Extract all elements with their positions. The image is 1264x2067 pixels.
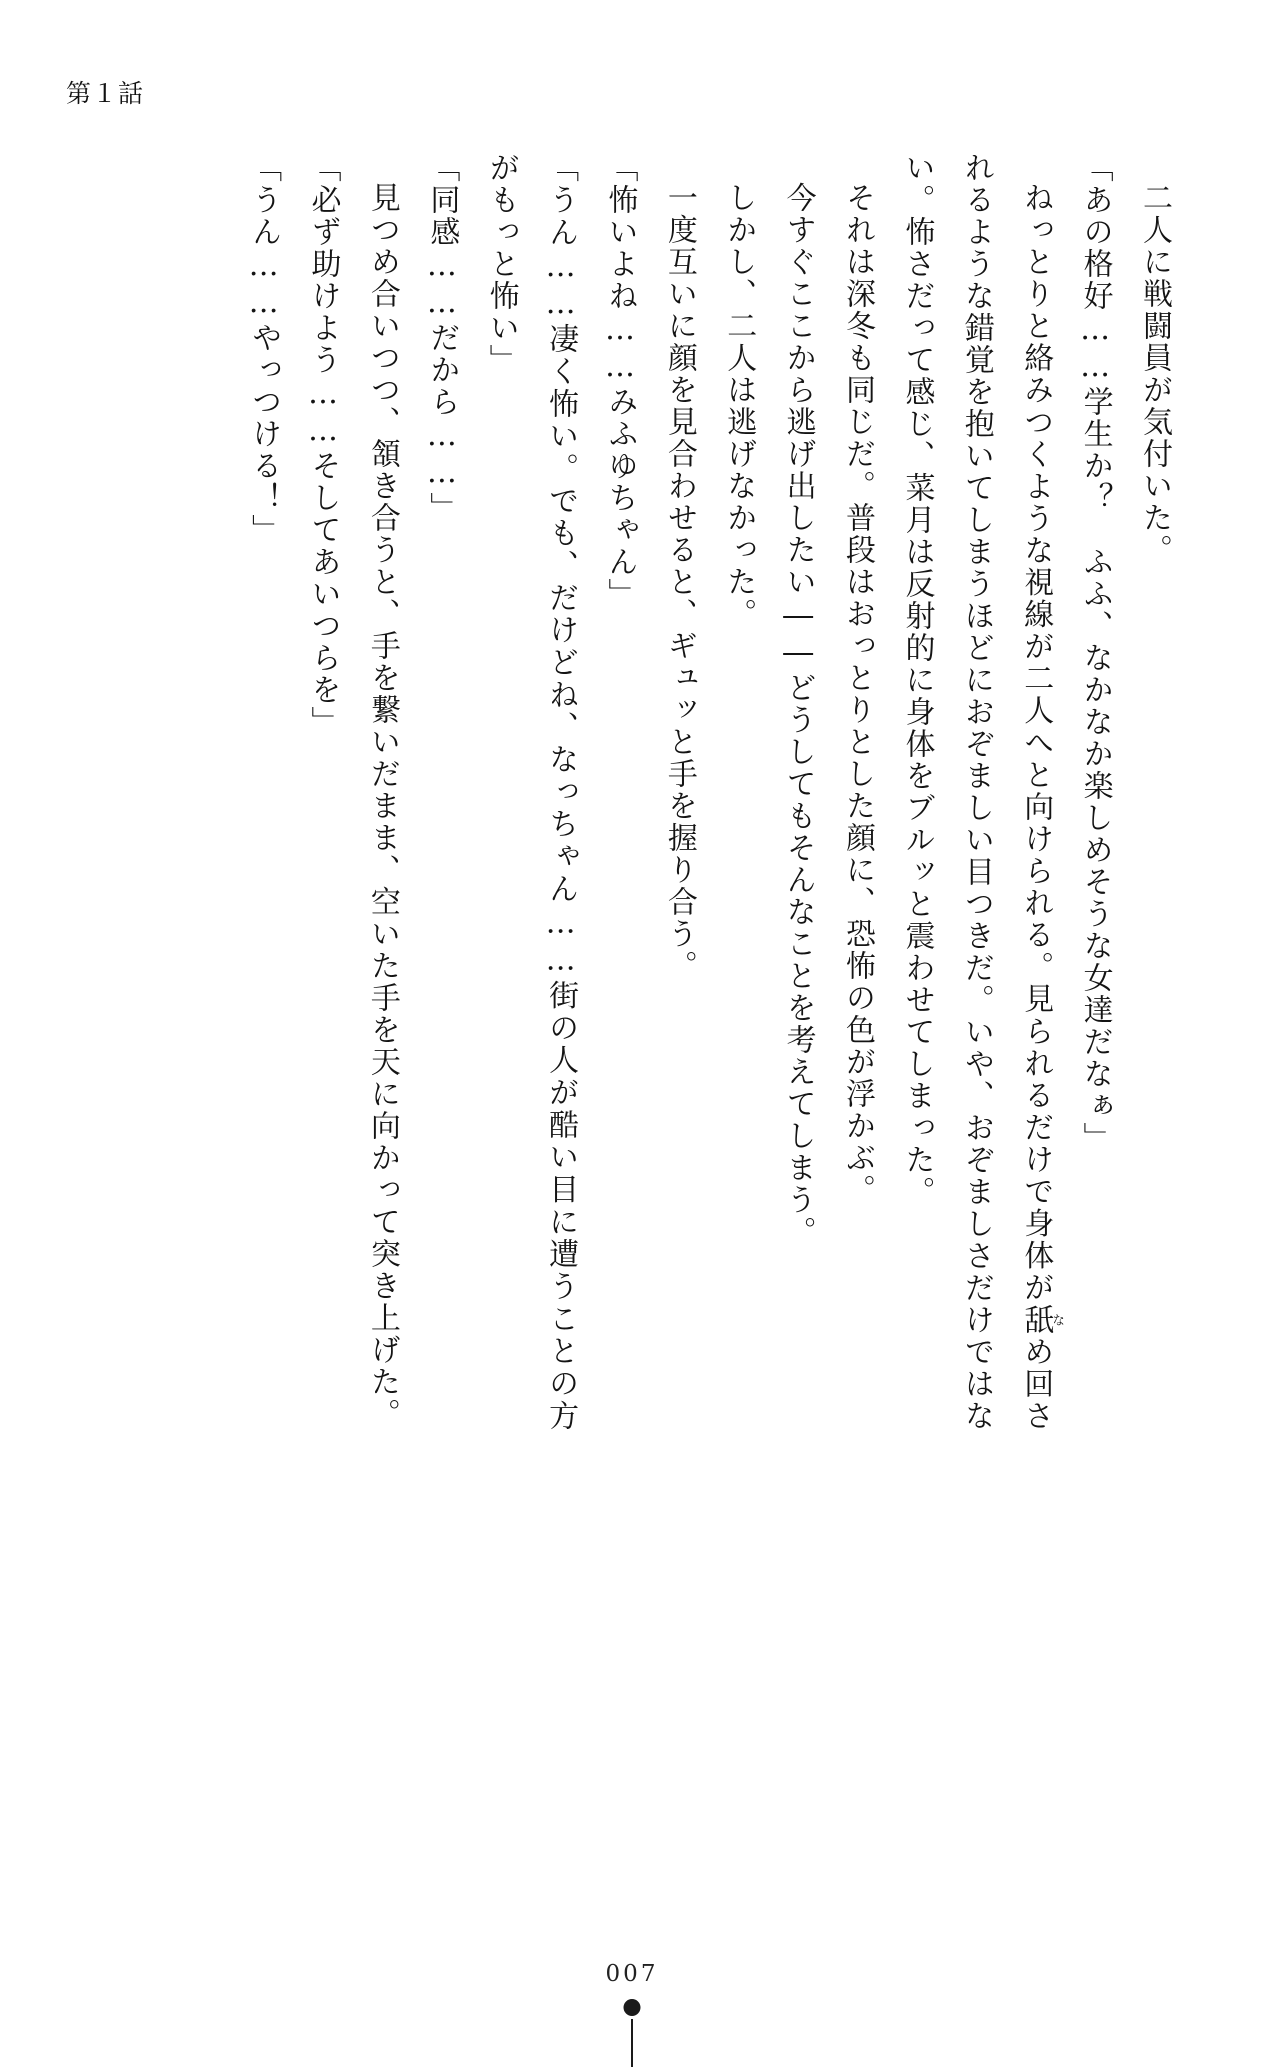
paragraph-dialogue: 「怖いよね……みふゆちゃん」 [602, 152, 638, 610]
page-number: 007 [605, 1961, 659, 1987]
paragraph: 二人に戦闘員が気付いた。 [1137, 182, 1172, 566]
paragraph: しかし、二人は逃げなかった。 [721, 182, 757, 630]
paragraph: 見つめ合いつつ、頷き合うと、手を繋いだまま、空いた手を天に向かって突き上げた。 [364, 182, 400, 1430]
paragraph-dialogue: 「うん……やっつける！」 [246, 152, 282, 546]
paragraph: 今すぐここから逃げ出したい――どうしてもそんなことを考えてしまう。 [780, 182, 816, 1248]
paragraph-dialogue: 「必ず助けよう……そしてあいつらを」 [305, 152, 341, 738]
paragraph-dialogue: 「あの格好……学生か？ ふふ、なかなか楽しめそうな女達だなぁ」 [1077, 152, 1113, 1154]
paragraph: ねっとりと絡みつくような視線が二人へと向けられる。見られるだけで身体が舐なめ回されるような錯覚を抱いてしまうほどにおぞましい目つきだ。いや、おぞましさだけではない。怖さだって感じ、菜月は反射的に身体をブルッと震わせてしまった。 [899, 152, 1066, 1433]
page-body-text [184, 152, 1184, 1432]
paragraph-dialogue: 「うん……凄く怖い。でも、だけどね、なっちゃん……街の人が酷い目に遭うことの方がもっと怖い」 [483, 152, 579, 1432]
page-bottom-mark-icon [619, 1999, 645, 2067]
paragraph: 一度互いに顔を見合わせると、ギュッと手を握り合う。 [661, 182, 697, 982]
bottom-rule-icon [631, 2019, 633, 2067]
paragraph-dialogue: 「同感……だから……」 [424, 152, 460, 524]
chapter-heading: 第１話 [66, 79, 145, 108]
bottom-dot-icon [624, 1999, 641, 2016]
paragraph: それは深冬も同じだ。普段はおっとりとした顔に、恐怖の色が浮かぶ。 [840, 182, 876, 1206]
ruby-nameru: 舐な [1018, 1303, 1066, 1336]
